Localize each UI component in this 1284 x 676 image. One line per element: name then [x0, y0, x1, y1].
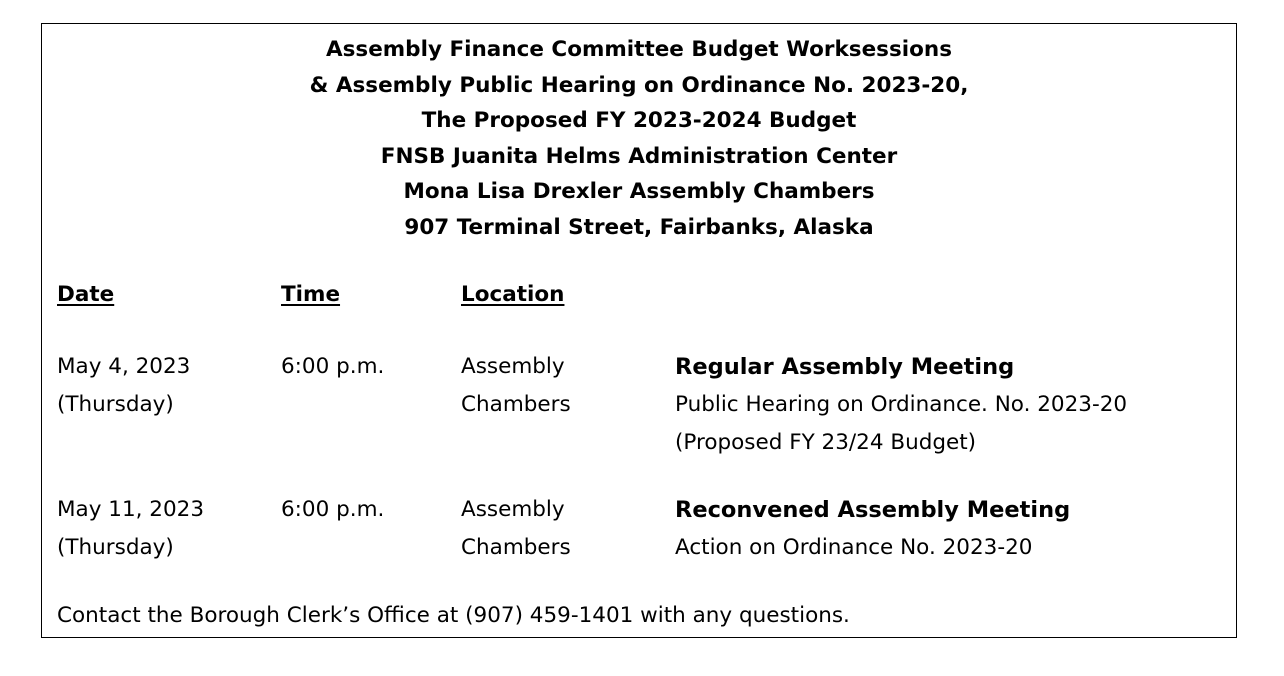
- meeting-notice: [41, 23, 1237, 638]
- row-meeting-title: Regular Assembly Meeting: [675, 354, 1015, 380]
- column-header-location: Location: [461, 282, 565, 307]
- header-line-address: 907 Terminal Street, Fairbanks, Alaska: [404, 214, 874, 240]
- row-day: (Thursday): [57, 392, 174, 417]
- row-location-line-2: Chambers: [461, 392, 571, 417]
- row-time: 6:00 p.m.: [281, 354, 385, 379]
- header-line-chambers: Mona Lisa Drexler Assembly Chambers: [403, 179, 875, 204]
- row-meeting-title: Reconvened Assembly Meeting: [675, 497, 1071, 523]
- column-header-date: Date: [57, 282, 115, 307]
- header-line-center: FNSB Juanita Helms Administration Center: [380, 143, 898, 169]
- row-day: (Thursday): [57, 535, 174, 560]
- contact-footer: Contact the Borough Clerk’s Office at (907) 459-1401 with any questions.: [57, 603, 850, 628]
- header-line-budget: The Proposed FY 2023-2024 Budget: [421, 108, 857, 133]
- notice-header: [42, 32, 1236, 245]
- row-location-line-2: Chambers: [461, 535, 571, 560]
- row-location: Assembly: [461, 497, 565, 522]
- header-line-title: Assembly Finance Committee Budget Worksessions: [325, 37, 953, 62]
- row-meeting-detail: (Proposed FY 23/24 Budget): [675, 430, 977, 455]
- row-date: May 11, 2023: [57, 497, 205, 522]
- row-location: Assembly: [461, 354, 565, 379]
- row-meeting-detail: Public Hearing on Ordinance. No. 2023-20: [675, 392, 1128, 417]
- row-meeting-detail: Action on Ordinance No. 2023-20: [675, 535, 1033, 560]
- column-header-time: Time: [281, 282, 341, 307]
- row-date: May 4, 2023: [57, 354, 191, 379]
- row-time: 6:00 p.m.: [281, 497, 385, 522]
- header-line-hearing: & Assembly Public Hearing on Ordinance No. 2023-20,: [309, 72, 969, 98]
